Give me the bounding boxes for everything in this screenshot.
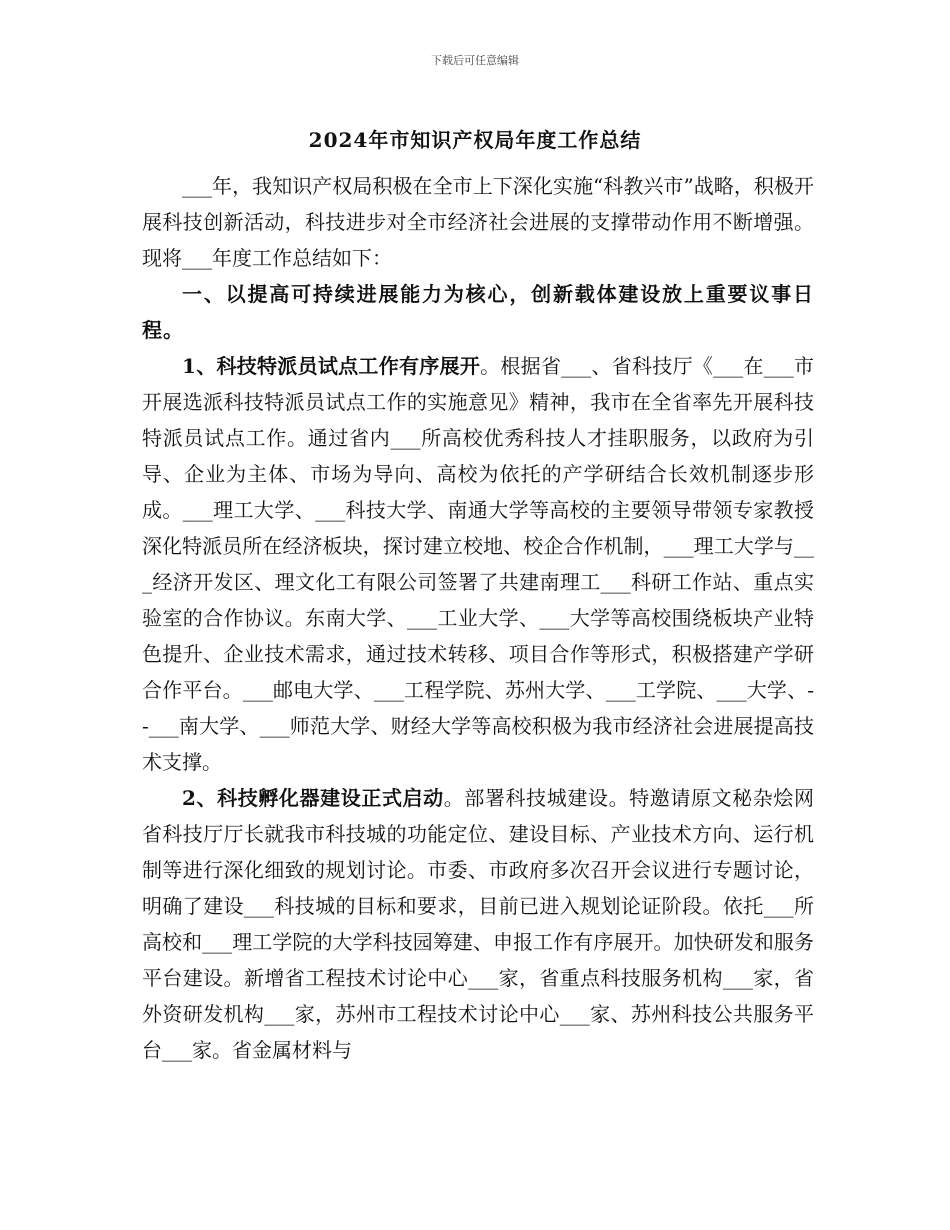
document-title: 2024年市知识产权局年度工作总结	[308, 128, 642, 152]
document-body	[142, 168, 814, 1068]
section-heading: 一、以提高可持续进展能力为核心，创新载体建设放上重要议事日程。	[142, 282, 814, 342]
item-paragraph-1	[142, 348, 814, 780]
item-lead-2: 2、科技孵化器建设正式启动	[182, 786, 444, 810]
intro-paragraph: ___年，我知识产权局积极在全市上下深化实施“科教兴市”战略，积极开展科技创新活动，科技进步对全市经济社会进展的支撑带动作用不断增强。现将___年度工作总结如下：	[142, 174, 814, 270]
item-paragraph-2	[142, 780, 814, 1068]
page-header: 下载后可任意编辑	[431, 54, 519, 67]
item-lead-1: 1、科技特派员试点工作有序展开	[182, 354, 481, 378]
item-body-1: 。根据省___、省科技厅《___在___市开展选派科技特派员试点工作的实施意见》精神，我市在全省率先开展科技特派员试点工作。通过省内___所高校优秀科技人才挂职服务，以政府为引导、企业为主体、市场为导向、高校为依托的产学研结合长效机制逐步形成。___理工大学、___科技大学、南通大学等高校的主要领导带领专家教授深化特派员所在经济板块，探讨建立校地、校企合作机制，___理工大学与___经济开发区、理文化工有限公司签署了共建南理工___科研工作站、重点实验室的合作协议。东南大学、___工业大学、___大学等高校围绕板块产业特色提升、企业技术需求，通过技术转移、项目合作等形式，积极搭建产学研合作平台。___邮电大学、___工程学院、苏州大学、___工学院、___大学、--___南大学、___师范大学、财经大学等高校积极为我市经济社会进展提高技术支撑。	[142, 354, 815, 774]
item-body-2: 。部署科技城建设。特邀请原文秘杂烩网省科技厅厅长就我市科技城的功能定位、建设目标、产业技术方向、运行机制等进行深化细致的规划讨论。市委、市政府多次召开会议进行专题讨论，明确了建设___科技城的目标和要求，目前已进入规划论证阶段。依托___所高校和___理工学院的大学科技园筹建、申报工作有序展开。加快研发和服务平台建设。新增省工程技术讨论中心___家，省重点科技服务机构___家，省外资研发机构___家，苏州市工程技术讨论中心___家、苏州科技公共服务平台___家。省金属材料与	[142, 786, 814, 1062]
